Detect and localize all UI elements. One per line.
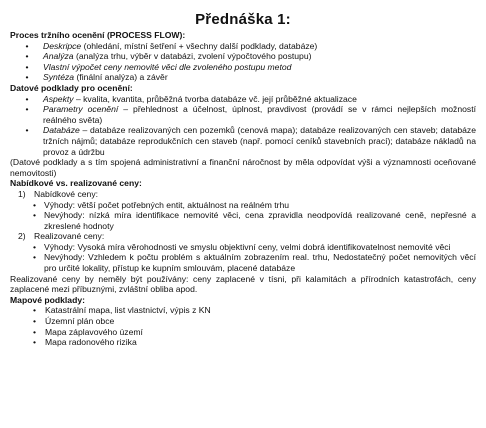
data-sources-heading: Datové podklady pro ocenění: xyxy=(10,82,133,93)
list-item xyxy=(10,210,476,231)
list-item xyxy=(10,305,476,316)
bullet-icon: • xyxy=(33,326,37,337)
item-text: (finální analýza) a závěr xyxy=(74,72,168,83)
bullet-icon: • xyxy=(25,104,29,115)
item-text: – přehlednost a účelnost, úplnost, pravdivost (provádí se v rámci nejlepších možností reálného světa) xyxy=(43,104,476,125)
item-label: Realizované ceny: xyxy=(34,231,105,242)
bullet-icon: • xyxy=(33,241,37,252)
list-item xyxy=(10,125,476,157)
item-text: – kvalita, kvantita, průběžná tvorba databáze vč. její průběžné aktualizace xyxy=(73,93,357,104)
item-term: Parametry ocenění xyxy=(43,104,119,115)
list-item xyxy=(10,62,476,73)
data-sources-note: (Datové podklady a s tím spojená administrativní a finanční náročnost by měla odpovídat výši a významnosti oceňované nemovitosti) xyxy=(10,157,476,178)
item-text: Mapa záplavového území xyxy=(45,326,143,337)
list-item xyxy=(10,94,476,105)
list-item xyxy=(10,51,476,62)
realized-prices-sublist xyxy=(10,242,476,274)
realized-prices-note: Realizované ceny by neměly být používány: ceny zaplacené v tísni, při kalamitách a přírodních katastrofách, ceny zaplacené mezi příbuznými, zvláštní obliba apod. xyxy=(10,273,476,295)
item-term: Deskripce xyxy=(43,40,82,51)
bullet-icon: • xyxy=(33,316,37,327)
item-text: Nevýhody: nízká míra identifikace nemovité věci, cena zpravidla neodpovídá realizované ceně, nepřesné a zkreslené hodnoty xyxy=(44,210,476,231)
bullet-icon: • xyxy=(33,210,37,221)
bullet-icon: • xyxy=(33,337,37,348)
item-number: 1) xyxy=(18,188,26,199)
bullet-icon: • xyxy=(33,199,37,210)
item-term: Syntéza xyxy=(43,72,75,83)
data-sources-list xyxy=(10,94,476,158)
price-types-list xyxy=(10,189,476,200)
price-types-list-2 xyxy=(10,231,476,242)
offered-prices-sublist xyxy=(10,200,476,232)
numbered-item xyxy=(10,189,476,200)
item-label: Nabídkové ceny: xyxy=(34,188,99,199)
bullet-icon: • xyxy=(25,93,29,104)
bullet-icon: • xyxy=(25,61,29,72)
item-text: Výhody: Vysoká míra věrohodnosti ve smyslu objektivní ceny, velmi dobrá identifikovatelnost nemovité věci xyxy=(44,241,451,252)
item-number: 2) xyxy=(18,231,26,242)
bullet-icon: • xyxy=(33,252,37,263)
map-sources-heading: Mapové podklady: xyxy=(10,294,85,305)
item-text: Územní plán obce xyxy=(45,316,115,327)
list-item xyxy=(10,327,476,338)
process-flow-heading: Proces tržního ocenění (PROCESS FLOW): xyxy=(10,30,186,40)
list-item xyxy=(10,337,476,348)
item-text: (analýza trhu, výběr v databázi, zvolení výpočtového postupu) xyxy=(73,51,312,62)
item-text: (ohledání, místní šetření + všechny další podklady, databáze) xyxy=(81,40,318,51)
item-term: Databáze xyxy=(43,125,80,136)
bullet-icon: • xyxy=(25,72,29,83)
list-item xyxy=(10,252,476,273)
item-text: Nevýhody: Vzhledem k počtu problém s aktuálním zobrazením real. trhu, Nedostatečný počet nemovitých věcí pro určité lokality, přístup ke kupním smlouvám, placené databáze xyxy=(44,252,476,274)
item-text: Mapa radonového rizika xyxy=(45,337,137,348)
bullet-icon: • xyxy=(25,51,29,62)
item-text: – databáze realizovaných cen pozemků (cenová mapa); databáze realizovaných cen staveb; databáze tržních nájmů; databáze reprodukčních cen staveb (např. pomocí ceníků stavebních prací); databáze nákladů na provoz a údržbu xyxy=(43,125,476,157)
list-item xyxy=(10,242,476,253)
list-item xyxy=(10,200,476,211)
item-term: Aspekty xyxy=(43,93,74,104)
item-text: Výhody: větší počet potřebných entit, aktuálnost na reálném trhu xyxy=(44,199,290,210)
page-title: Přednáška 1: xyxy=(195,11,291,28)
list-item xyxy=(10,316,476,327)
bullet-icon: • xyxy=(25,125,29,136)
bullet-icon: • xyxy=(33,305,37,316)
map-sources-list xyxy=(10,305,476,347)
item-text: Katastrální mapa, list vlastnictví, výpis z KN xyxy=(45,305,211,316)
lecture-content xyxy=(10,30,476,348)
offered-vs-realized-heading: Nabídkové vs. realizované ceny: xyxy=(10,178,142,189)
list-item xyxy=(10,41,476,52)
list-item xyxy=(10,72,476,83)
item-term: Vlastní výpočet ceny nemovité věci dle zvoleného postupu metod xyxy=(43,61,292,72)
numbered-item xyxy=(10,231,476,242)
item-term: Analýza xyxy=(43,51,74,62)
bullet-icon: • xyxy=(25,40,29,51)
list-item xyxy=(10,104,476,125)
process-flow-list xyxy=(10,41,476,83)
